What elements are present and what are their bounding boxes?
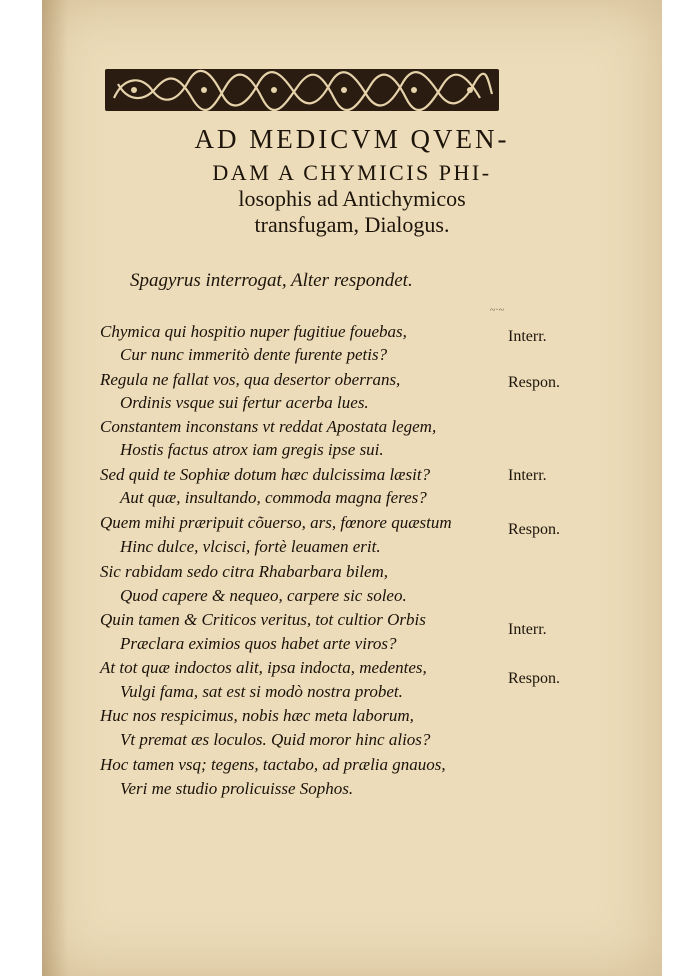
verse-line: Aut quæ, insultando, commoda magna feres? — [120, 488, 427, 507]
verse-line: Præclara eximios quos habet arte viros? — [120, 634, 397, 653]
verse-line: Chymica qui hospitio nuper fugitiue fouebas, — [100, 322, 407, 341]
title-line-2: DAM A CHYMICIS PHI- — [212, 160, 492, 185]
verse-line: Quem mihi præripuit cõuerso, ars, fœnore quæstum — [100, 513, 452, 532]
verse-line: Vulgi fama, sat est si modò nostra probet. — [120, 682, 403, 701]
verse-line: Regula ne fallat vos, qua desertor oberrans, — [100, 370, 401, 389]
verse-line: Quod capere & nequeo, carpere sic soleo. — [120, 586, 407, 605]
verse-line: Huc nos respicimus, nobis hæc meta laborum, — [100, 706, 414, 725]
verse-line: Veri me studio prolicuisse Sophos. — [120, 779, 354, 798]
title-line-4: transfugam, Dialogus. — [254, 212, 450, 237]
title-line-3: losophis ad Antichymicos — [238, 186, 466, 211]
speaker-label: Interr. — [508, 467, 547, 484]
speaker-label: Interr. — [508, 621, 547, 638]
speaker-label: Respon. — [508, 670, 560, 687]
verse-line: Hinc dulce, vlcisci, fortè leuamen erit. — [120, 537, 381, 556]
verse-line: Hoc tamen vsq; tegens, tactabo, ad prælia gnauos, — [100, 755, 446, 774]
verse-line: Cur nunc immeritò dente furente petis? — [120, 345, 388, 364]
verse-line: At tot quæ indoctos alit, ipsa indocta, medentes, — [100, 658, 427, 677]
speaker-label: Interr. — [508, 328, 547, 345]
title-line-1: AD MEDICVM QVEN- — [194, 124, 510, 154]
verse-line: Ordinis vsque sui fertur acerba lues. — [120, 393, 369, 412]
speaker-label: Respon. — [508, 521, 560, 538]
speaker-label: Respon. — [508, 374, 560, 391]
book-page — [42, 0, 662, 976]
marginal-mark: ~·~ — [490, 305, 505, 316]
verse-line: Sed quid te Sophiæ dotum hæc dulcissima læsit? — [100, 465, 431, 484]
verse-line: Hostis factus atrox iam gregis ipse sui. — [120, 440, 384, 459]
verse-line: Vt premat æs loculos. Quid moror hinc alios? — [120, 730, 431, 749]
verse-line: Constantem inconstans vt reddat Apostata legem, — [100, 417, 437, 436]
ornamental-headpiece — [104, 68, 500, 112]
verse-line: Quin tamen & Criticos veritus, tot cultior Orbis — [100, 610, 426, 629]
dialogue-subtitle: Spagyrus interrogat, Alter respondet. — [130, 270, 413, 291]
verse-line: Sic rabidam sedo citra Rhabarbara bilem, — [100, 562, 389, 581]
